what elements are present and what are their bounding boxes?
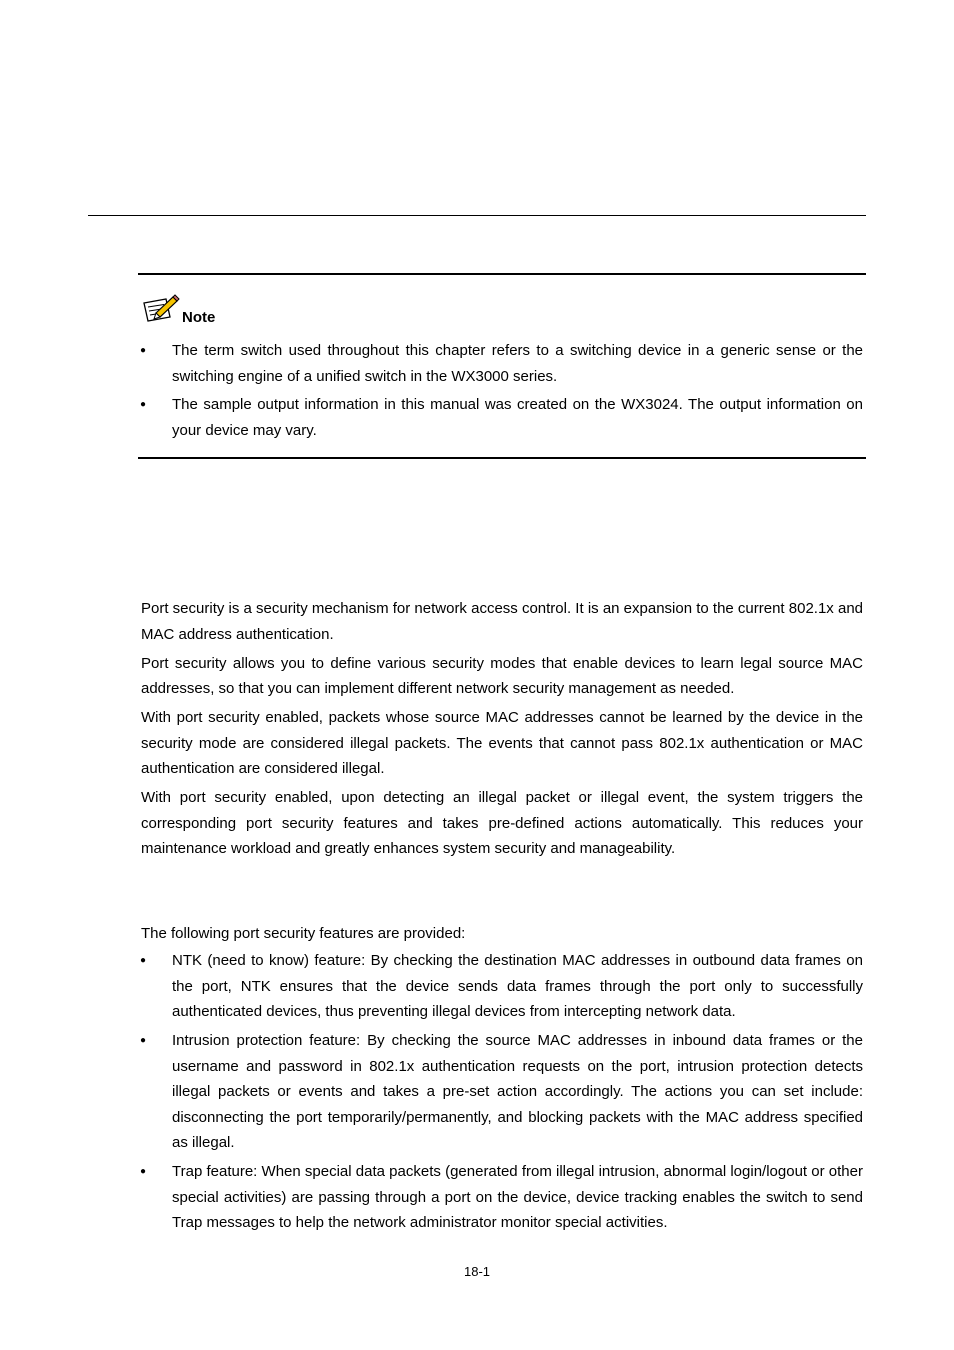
bullet-icon: ● bbox=[140, 955, 147, 966]
note-item-text: The sample output information in this manual was created on the WX3024. The output information on your device may vary. bbox=[172, 396, 863, 439]
features-intro: The following port security features are provided: bbox=[141, 925, 466, 942]
paragraph: With port security enabled, upon detecting an illegal packet or illegal event, the system triggers the corresponding port security features and takes pre-defined actions automatically. This reduces your maintenance workload and greatly enhances system security and manageability. bbox=[141, 789, 863, 857]
list-item bbox=[138, 338, 863, 389]
note-label: Note bbox=[182, 309, 216, 326]
bullet-icon: ● bbox=[140, 345, 147, 356]
feature-item-text: NTK (need to know) feature: By checking the destination MAC addresses in outbound data frames on the port, NTK ensures that the device sends data frames through the port only to successfully authenticated devices, thus preventing illegal devices from intercepting network data. bbox=[172, 952, 863, 1020]
overview-section bbox=[141, 596, 863, 865]
features-list bbox=[141, 948, 863, 1239]
paragraph: Port security allows you to define various security modes that enable devices to learn legal source MAC addresses, so that you can implement different network security management as needed. bbox=[141, 654, 863, 697]
list-item bbox=[141, 948, 863, 1025]
bullet-icon: ● bbox=[140, 1166, 147, 1177]
list-item bbox=[138, 392, 863, 443]
list-item bbox=[141, 1028, 863, 1156]
note-pencil-icon bbox=[142, 293, 180, 323]
feature-item-text: Trap feature: When special data packets (generated from illegal intrusion, abnormal login/logout or other special activities) are passing through a port on the device, device tracking enables the switch to send Trap messages to help the network administrator monitor special activities. bbox=[172, 1163, 863, 1231]
note-item-text: The term switch used throughout this chapter refers to a switching device in a generic sense or the switching engine of a unified switch in the WX3000 series. bbox=[172, 342, 863, 385]
note-list bbox=[138, 338, 863, 443]
chapter-title-rule bbox=[88, 215, 866, 216]
list-item bbox=[141, 1159, 863, 1236]
bullet-icon: ● bbox=[140, 399, 147, 410]
features-section bbox=[141, 921, 863, 950]
note-box bbox=[138, 273, 866, 459]
feature-item-text: Intrusion protection feature: By checking the source MAC addresses in inbound data frames or the username and password in 802.1x authentication requests on the port, intrusion protection detects illegal packets or events and takes a pre-set action accordingly. The actions you can set include: disconnecting the port temporarily/permanently, and blocking packets with the MAC address specified as illegal. bbox=[172, 1032, 863, 1151]
note-header bbox=[142, 293, 216, 326]
paragraph: With port security enabled, packets whose source MAC addresses cannot be learned by the device in the security mode are considered illegal packets. The events that cannot pass 802.1x authentication or MAC authentication are considered illegal. bbox=[141, 709, 863, 777]
page-number: 18-1 bbox=[463, 1264, 491, 1279]
paragraph: Port security is a security mechanism for network access control. It is an expansion to the current 802.1x and MAC address authentication. bbox=[141, 600, 863, 643]
bullet-icon: ● bbox=[140, 1035, 147, 1046]
